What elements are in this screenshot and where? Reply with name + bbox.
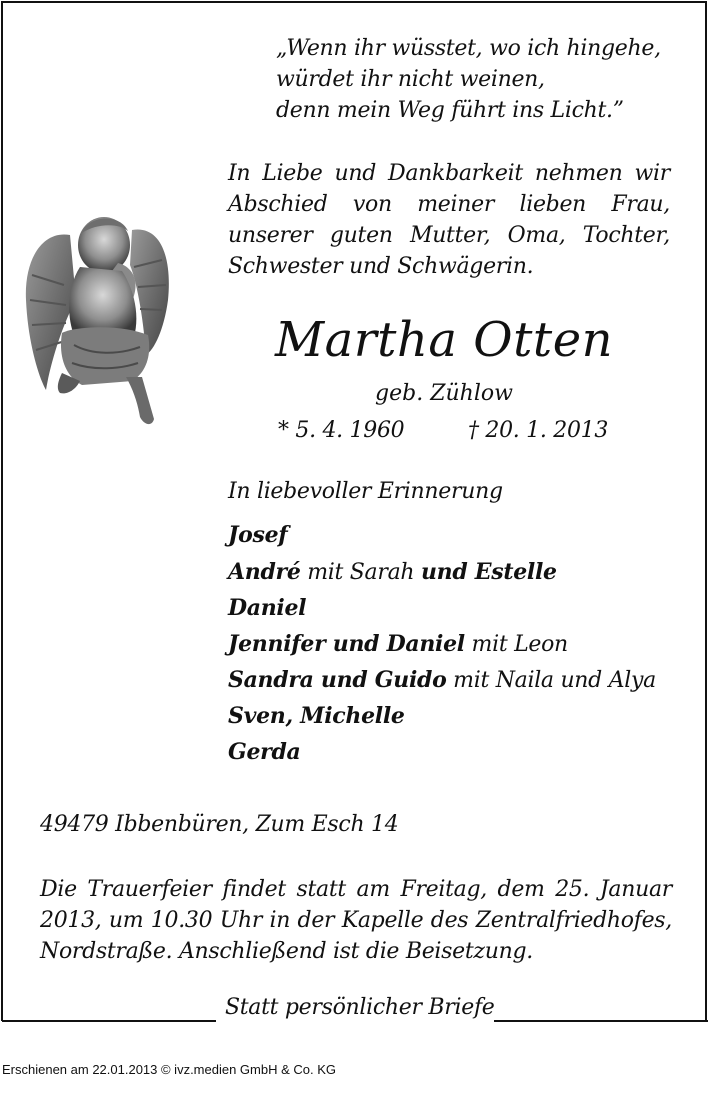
family-line [228,631,568,657]
family-line [228,559,557,585]
family-line [228,703,405,729]
remembrance-line: In liebevoller Erinnerung [228,479,503,504]
death-date: † 20. 1. 2013 [468,418,609,443]
quote-line-3: denn mein Weg führt ins Licht.” [276,98,624,123]
family-bold: Josef [228,522,288,548]
family-line [228,522,287,548]
intro-paragraph: In Liebe und Dankbarkeit nehmen wir Abschied von meiner lieben Frau, unserer guten Mutter, Oma, Tochter, Schwester und Schwägerin. [228,161,670,279]
birth-date: * 5. 4. 1960 [278,418,405,443]
family-bold: Gerda [228,739,301,765]
family-line [228,739,301,765]
address-line: 49479 Ibbenbüren, Zum Esch 14 [40,812,399,837]
angel-icon [22,205,172,430]
family-normal: mit Naila und Alya [446,668,656,693]
family-bold: André [228,559,301,585]
family-bold: Sven, Michelle [228,703,405,729]
publication-footer: Erschienen am 22.01.2013 © ivz.medien GmbH & Co. KG [2,1062,337,1077]
family-line [228,667,656,693]
notice-frame [1,1,707,1021]
family-bold: Jennifer und Daniel [228,631,465,657]
ceremony-paragraph: Die Trauerfeier findet statt am Freitag, dem 25. Januar 2013, um 10.30 Uhr in der Kapelle des Zentralfriedhofes, Nordstraße. Anschließend ist die Beisetzung. [40,877,672,964]
quote-line-1: „Wenn ihr wüsstet, wo ich hingehe, [276,36,661,61]
birth-name: geb. Zühlow [375,381,513,406]
family-line [228,595,306,621]
family-bold-2: und Estelle [420,559,557,585]
deceased-name: Martha Otten [274,312,614,368]
family-normal: mit Leon [464,632,568,657]
quote-line-2: würdet ihr nicht weinen, [276,67,545,92]
divider-right [494,1020,708,1022]
family-bold: Daniel [228,595,307,621]
family-bold: Sandra und Guido [228,667,447,693]
divider-left [2,1020,216,1022]
closing-text: Statt persönlicher Briefe [225,995,495,1020]
family-normal: mit Sarah [300,560,421,585]
